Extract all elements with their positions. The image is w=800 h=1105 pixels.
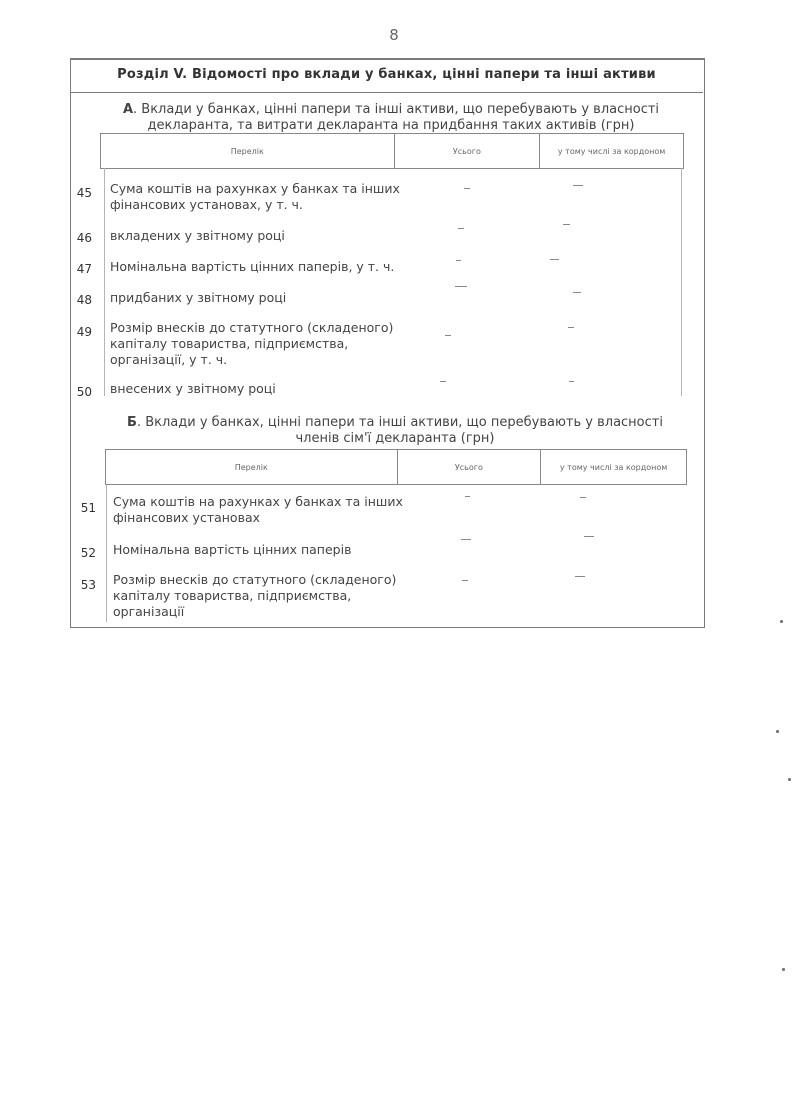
- row-49-num: 49: [76, 325, 92, 339]
- part-b-header-row: [105, 449, 687, 485]
- row-53-label: Розмір внесків до статутного (складеного) капіталу товариства, підприємства, організації: [113, 572, 397, 619]
- part-b-title-line-2: членів сім'ї декларанта (грн): [295, 431, 495, 446]
- row-50-num: 50: [76, 385, 92, 399]
- part-a-col-abroad: у тому числі за кордоном: [539, 134, 683, 168]
- row-46-total-dash: [458, 228, 464, 229]
- part-b-col-total: Усього: [397, 450, 541, 484]
- scan-speck: [780, 620, 783, 623]
- part-b-title: Б. Вклади у банках, цінні папери та інші активи, що перебувають у власності членів сім'ї декларанта (грн): [120, 415, 670, 447]
- row-45-num: 45: [76, 186, 92, 200]
- row-52-abroad-dash: [584, 536, 594, 537]
- row-51-abroad-dash: [580, 497, 586, 498]
- row-49-abroad-dash: [568, 327, 574, 328]
- part-a-title-line-2: декларанта, та витрати декларанта на придбання таких активів (грн): [147, 118, 635, 133]
- row-45-abroad-dash: [573, 185, 583, 186]
- row-45-total-dash: [464, 188, 470, 189]
- row-48-total-dash: [455, 286, 467, 287]
- part-a-right-rule: [681, 168, 682, 396]
- row-47-label: Номінальна вартість цінних паперів, у т. ч.: [110, 259, 395, 274]
- part-a-left-rule: [104, 168, 105, 396]
- row-51-total-dash: [465, 496, 470, 497]
- scan-speck: [788, 778, 791, 781]
- row-53-num: 53: [80, 578, 96, 592]
- row-47-total-dash: [456, 260, 461, 261]
- section-title: Розділ V. Відомості про вклади у банках, цінні папери та інші активи: [70, 58, 703, 93]
- part-a-header-row: [100, 133, 684, 169]
- row-45-label: Сума коштів на рахунках у банках та інших фінансових установах, у т. ч.: [110, 181, 400, 212]
- row-50-abroad-dash: [569, 381, 574, 382]
- row-48-label: придбаних у звітному році: [110, 290, 287, 305]
- part-a-col-list: Перелік: [230, 146, 264, 156]
- row-46-label: вкладених у звітному році: [110, 228, 285, 243]
- row-49-total-dash: [445, 335, 451, 336]
- row-53-abroad-dash: [575, 576, 585, 577]
- part-b-letter: Б: [127, 415, 137, 430]
- row-47-abroad-dash: [550, 259, 559, 260]
- row-53-total-dash: [462, 580, 468, 581]
- row-51-label: Сума коштів на рахунках у банках та інших фінансових установах: [113, 494, 403, 525]
- row-52-num: 52: [80, 546, 96, 560]
- row-49-label: Розмір внесків до статутного (складеного) капіталу товариства, підприємства, організації, у т. ч.: [110, 320, 394, 367]
- part-a-title-line-1: Вклади у банках, цінні папери та інші активи, що перебувають у власності: [141, 102, 660, 117]
- row-48-num: 48: [76, 293, 92, 307]
- scan-speck: [782, 968, 785, 971]
- part-b-col-list: Перелік: [234, 462, 268, 472]
- scan-speck: [776, 730, 779, 733]
- page-number: 8: [389, 26, 399, 44]
- row-46-abroad-dash: [563, 224, 570, 225]
- part-a-title: А. Вклади у банках, цінні папери та інші активи, що перебувають у власності декларанта, та витрати декларанта на придбання таких активів (грн): [100, 102, 682, 134]
- row-47-num: 47: [76, 262, 92, 276]
- part-b-title-line-1: Вклади у банках, цінні папери та інші активи, що перебувають у власності: [145, 415, 663, 430]
- row-46-num: 46: [76, 231, 92, 245]
- part-a-col-total: Усього: [394, 134, 540, 168]
- row-48-abroad-dash: [573, 292, 581, 293]
- row-52-label: Номінальна вартість цінних паперів: [113, 542, 352, 557]
- row-52-total-dash: [461, 539, 471, 540]
- row-50-total-dash: [440, 381, 446, 382]
- part-a-letter: А: [122, 102, 134, 117]
- part-b-left-rule: [106, 485, 107, 622]
- part-b-col-abroad: у тому числі за кордоном: [540, 450, 686, 484]
- row-50-label: внесених у звітному році: [110, 381, 276, 396]
- row-51-num: 51: [80, 501, 96, 515]
